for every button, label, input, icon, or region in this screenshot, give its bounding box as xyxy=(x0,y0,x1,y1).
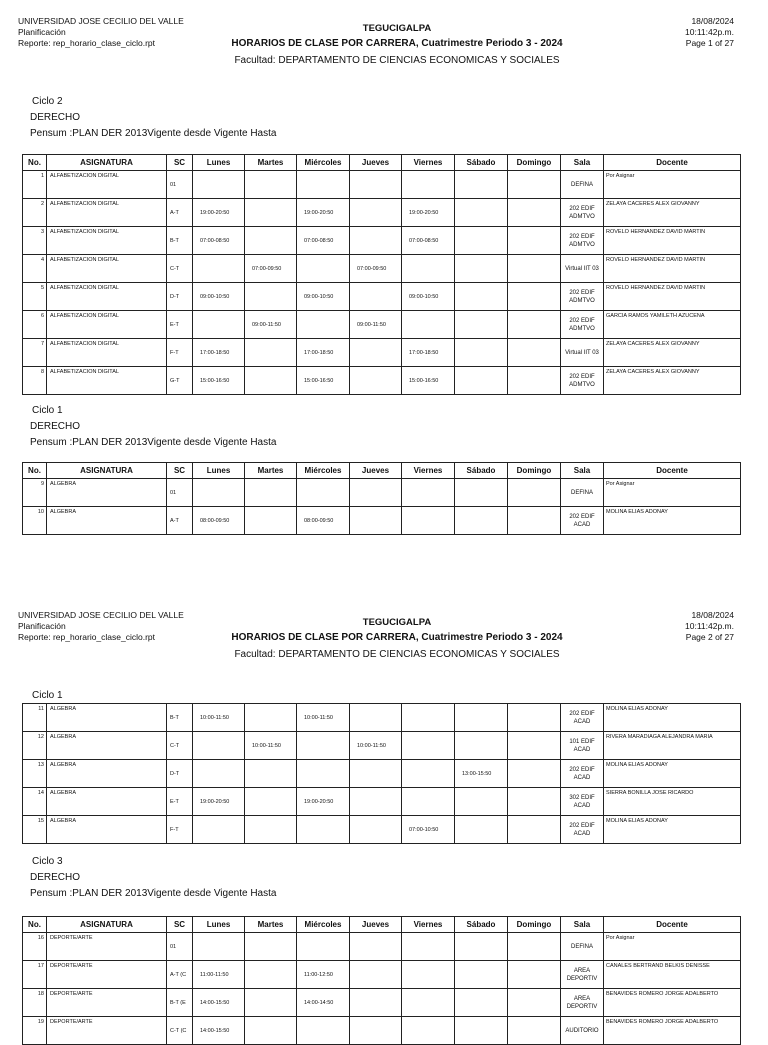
cell-no: 4 xyxy=(23,255,47,283)
university-name: UNIVERSIDAD JOSE CECILIO DEL VALLE xyxy=(18,610,184,620)
cell-no: 2 xyxy=(23,199,47,227)
column-header-asignatura: ASIGNATURA xyxy=(47,155,167,171)
cell-sc: G-T xyxy=(167,367,193,395)
cell-domingo xyxy=(508,933,561,961)
cell-asignatura: ALGEBRA xyxy=(47,479,167,507)
cell-asignatura: ALFABETIZACION DIGITAL xyxy=(47,367,167,395)
cell-sabado xyxy=(455,732,508,760)
cell-miercoles: 19:00-20:50 xyxy=(297,788,350,816)
cell-sala: 202 EDIF ADMTVO xyxy=(561,227,604,255)
table-row xyxy=(23,816,741,844)
cell-docente: MOLINA ELIAS ADONAY xyxy=(604,816,741,844)
cell-miercoles xyxy=(297,732,350,760)
cell-viernes xyxy=(402,788,455,816)
cell-sala: DEFINA xyxy=(561,171,604,199)
table-row xyxy=(23,760,741,788)
cell-miercoles: 08:00-09:50 xyxy=(297,507,350,535)
cell-no: 16 xyxy=(23,933,47,961)
cell-viernes xyxy=(402,1017,455,1045)
cell-asignatura: ALFABETIZACION DIGITAL xyxy=(47,227,167,255)
table-row xyxy=(23,933,741,961)
cell-sala: 202 EDIF ACAD xyxy=(561,704,604,732)
cell-no: 11 xyxy=(23,704,47,732)
column-header-asignatura: ASIGNATURA xyxy=(47,463,167,479)
table-row xyxy=(23,989,741,1017)
cell-miercoles xyxy=(297,1017,350,1045)
report-date: 18/08/2024 xyxy=(691,16,734,26)
cell-sc: A-T (C xyxy=(167,961,193,989)
cell-asignatura: ALGEBRA xyxy=(47,732,167,760)
cell-jueves xyxy=(350,989,402,1017)
cell-domingo xyxy=(508,788,561,816)
column-header-sabado: Sábado xyxy=(455,155,508,171)
cell-sala: Virtual IIT 03 xyxy=(561,255,604,283)
cell-sala: AREA DEPORTIV xyxy=(561,989,604,1017)
cell-miercoles: 07:00-08:50 xyxy=(297,227,350,255)
carrera-label: DERECHO xyxy=(30,112,81,123)
cell-sc: 01 xyxy=(167,479,193,507)
column-header-no: No. xyxy=(23,917,47,933)
cell-sabado xyxy=(455,933,508,961)
pensum-label: Pensum :PLAN DER 2013Vigente desde Vigente Hasta xyxy=(30,128,277,139)
pensum-label: Pensum :PLAN DER 2013Vigente desde Vigente Hasta xyxy=(30,437,277,448)
column-header-miercoles: Miércoles xyxy=(297,917,350,933)
cell-viernes: 09:00-10:50 xyxy=(402,283,455,311)
cell-docente: ZELAYA CACERES ALEX GIOVANNY xyxy=(604,339,741,367)
cell-lunes xyxy=(193,933,245,961)
cell-viernes xyxy=(402,989,455,1017)
cell-lunes xyxy=(193,732,245,760)
section-heading xyxy=(30,688,63,704)
column-header-lunes: Lunes xyxy=(193,917,245,933)
cell-martes: 07:00-09:50 xyxy=(245,255,297,283)
column-header-jueves: Jueves xyxy=(350,155,402,171)
pensum-label: Pensum :PLAN DER 2013Vigente desde Vigente Hasta xyxy=(30,888,277,899)
cell-docente: ROVELO HERNANDEZ DAVID MARTIN xyxy=(604,283,741,311)
cell-docente: MOLINA ELIAS ADONAY xyxy=(604,704,741,732)
cell-sc: B-T (E xyxy=(167,989,193,1017)
cell-sc: E-T xyxy=(167,788,193,816)
cell-sabado: 13:00-15:50 xyxy=(455,760,508,788)
column-header-jueves: Jueves xyxy=(350,463,402,479)
cell-docente: Por Asignar xyxy=(604,479,741,507)
cell-viernes xyxy=(402,961,455,989)
section-heading xyxy=(30,854,276,902)
cell-viernes xyxy=(402,732,455,760)
column-header-sc: SC xyxy=(167,155,193,171)
cell-asignatura: ALFABETIZACION DIGITAL xyxy=(47,311,167,339)
cell-sala: AREA DEPORTIV xyxy=(561,961,604,989)
column-header-viernes: Viernes xyxy=(402,155,455,171)
table-header-row xyxy=(23,917,741,933)
cell-docente: CANALES BERTRAND BELKIS DENISSE xyxy=(604,961,741,989)
cell-domingo xyxy=(508,760,561,788)
cell-viernes: 07:00-08:50 xyxy=(402,227,455,255)
page-number: Page 2 of 27 xyxy=(685,632,734,642)
column-header-lunes: Lunes xyxy=(193,155,245,171)
cell-sabado xyxy=(455,788,508,816)
cell-martes xyxy=(245,961,297,989)
cell-sc: E-T xyxy=(167,311,193,339)
cell-lunes: 15:00-16:50 xyxy=(193,367,245,395)
column-header-sala: Sala xyxy=(561,463,604,479)
cell-asignatura: ALFABETIZACION DIGITAL xyxy=(47,283,167,311)
cell-asignatura: DEPORTE/ARTE xyxy=(47,961,167,989)
cell-docente: MOLINA ELIAS ADONAY xyxy=(604,507,741,535)
column-header-lunes: Lunes xyxy=(193,463,245,479)
column-header-sc: SC xyxy=(167,917,193,933)
cell-no: 9 xyxy=(23,479,47,507)
report-time: 10:11:42p.m. xyxy=(685,27,734,37)
cell-sabado xyxy=(455,961,508,989)
department-name: Planificación xyxy=(18,27,66,37)
cell-docente: Por Asignar xyxy=(604,933,741,961)
cell-sc: D-T xyxy=(167,760,193,788)
city: TEGUCIGALPA xyxy=(362,23,432,34)
cell-no: 1 xyxy=(23,171,47,199)
column-header-sabado: Sábado xyxy=(455,463,508,479)
cell-lunes: 09:00-10:50 xyxy=(193,283,245,311)
cell-asignatura: ALFABETIZACION DIGITAL xyxy=(47,199,167,227)
faculty: Facultad: DEPARTAMENTO DE CIENCIAS ECONOMICAS Y SOCIALES xyxy=(234,55,560,66)
cell-jueves: 09:00-11:50 xyxy=(350,311,402,339)
cell-docente: RIVERA MARADIAGA ALEJANDRA MARIA xyxy=(604,732,741,760)
cell-asignatura: DEPORTE/ARTE xyxy=(47,989,167,1017)
cell-asignatura: ALGEBRA xyxy=(47,816,167,844)
cell-miercoles xyxy=(297,760,350,788)
cell-miercoles: 10:00-11:50 xyxy=(297,704,350,732)
cell-sala: Virtual IIT 03 xyxy=(561,339,604,367)
column-header-docente: Docente xyxy=(604,155,741,171)
column-header-viernes: Viernes xyxy=(402,463,455,479)
table-row xyxy=(23,732,741,760)
cell-martes xyxy=(245,816,297,844)
column-header-sala: Sala xyxy=(561,917,604,933)
carrera-label: DERECHO xyxy=(30,421,81,432)
cell-sala: 202 EDIF ADMTVO xyxy=(561,311,604,339)
page-number: Page 1 of 27 xyxy=(685,38,734,48)
faculty: Facultad: DEPARTAMENTO DE CIENCIAS ECONOMICAS Y SOCIALES xyxy=(234,649,560,660)
header-center xyxy=(0,616,768,663)
cell-sala: 101 EDIF ACAD xyxy=(561,732,604,760)
department-name: Planificación xyxy=(18,621,66,631)
column-header-sc: SC xyxy=(167,463,193,479)
cell-martes xyxy=(245,989,297,1017)
cell-jueves: 07:00-09:50 xyxy=(350,255,402,283)
cell-sc: 01 xyxy=(167,171,193,199)
cell-sala: 202 EDIF ADMTVO xyxy=(561,367,604,395)
cell-domingo xyxy=(508,1017,561,1045)
schedule-table xyxy=(22,916,741,1045)
cell-asignatura: ALFABETIZACION DIGITAL xyxy=(47,255,167,283)
cell-miercoles: 15:00-16:50 xyxy=(297,367,350,395)
cell-viernes: 15:00-16:50 xyxy=(402,367,455,395)
column-header-asignatura: ASIGNATURA xyxy=(47,917,167,933)
cell-no: 10 xyxy=(23,507,47,535)
cell-martes xyxy=(245,704,297,732)
cell-asignatura: ALGEBRA xyxy=(47,760,167,788)
cell-docente: SIERRA BONILLA JOSE RICARDO xyxy=(604,788,741,816)
cell-miercoles: 14:00-14:50 xyxy=(297,989,350,1017)
cell-sc: F-T xyxy=(167,339,193,367)
cell-sc: A-T xyxy=(167,199,193,227)
report-title: HORARIOS DE CLASE POR CARRERA, Cuatrimestre Periodo 3 - 2024 xyxy=(231,632,563,643)
cell-no: 12 xyxy=(23,732,47,760)
cell-jueves xyxy=(350,933,402,961)
cell-docente: Por Asignar xyxy=(604,171,741,199)
cell-sc: 01 xyxy=(167,933,193,961)
cell-no: 5 xyxy=(23,283,47,311)
cell-lunes: 14:00-15:50 xyxy=(193,1017,245,1045)
cell-no: 3 xyxy=(23,227,47,255)
cell-docente: BENAVIDES ROMERO JORGE ADALBERTO xyxy=(604,1017,741,1045)
cell-jueves xyxy=(350,1017,402,1045)
cell-sc: F-T xyxy=(167,816,193,844)
cell-viernes: 19:00-20:50 xyxy=(402,199,455,227)
column-header-docente: Docente xyxy=(604,463,741,479)
cell-jueves: 10:00-11:50 xyxy=(350,732,402,760)
table-row xyxy=(23,704,741,732)
cell-domingo xyxy=(508,961,561,989)
column-header-domingo: Domingo xyxy=(508,463,561,479)
cell-no: 15 xyxy=(23,816,47,844)
cell-sala: 202 EDIF ACAD xyxy=(561,507,604,535)
table-row xyxy=(23,1017,741,1045)
column-header-miercoles: Miércoles xyxy=(297,463,350,479)
cell-miercoles xyxy=(297,816,350,844)
report-title: HORARIOS DE CLASE POR CARRERA, Cuatrimestre Periodo 3 - 2024 xyxy=(231,38,563,49)
report-date: 18/08/2024 xyxy=(691,610,734,620)
cell-sala: 202 EDIF ADMTVO xyxy=(561,199,604,227)
cell-docente: ZELAYA CACERES ALEX GIOVANNY xyxy=(604,199,741,227)
report-name: Reporte: rep_horario_clase_ciclo.rpt xyxy=(18,38,156,48)
cell-martes: 09:00-11:50 xyxy=(245,311,297,339)
cell-martes xyxy=(245,1017,297,1045)
column-header-no: No. xyxy=(23,155,47,171)
cell-no: 13 xyxy=(23,760,47,788)
column-header-miercoles: Miércoles xyxy=(297,155,350,171)
cell-lunes: 19:00-20:50 xyxy=(193,199,245,227)
university-name: UNIVERSIDAD JOSE CECILIO DEL VALLE xyxy=(18,16,184,26)
cell-sala: DEFINA xyxy=(561,479,604,507)
cell-sala: AUDITORIO xyxy=(561,1017,604,1045)
cell-asignatura: ALFABETIZACION DIGITAL xyxy=(47,171,167,199)
cell-miercoles: 19:00-20:50 xyxy=(297,199,350,227)
cell-miercoles: 09:00-10:50 xyxy=(297,283,350,311)
cell-miercoles: 11:00-12:50 xyxy=(297,961,350,989)
ciclo-label: Ciclo 2 xyxy=(32,96,63,107)
ciclo-label: Ciclo 1 xyxy=(32,690,63,701)
cell-docente: ROVELO HERNANDEZ DAVID MARTIN xyxy=(604,227,741,255)
cell-miercoles xyxy=(297,933,350,961)
cell-sala: DEFINA xyxy=(561,933,604,961)
cell-sc: B-T xyxy=(167,704,193,732)
cell-jueves xyxy=(350,704,402,732)
cell-lunes: 08:00-09:50 xyxy=(193,507,245,535)
cell-no: 14 xyxy=(23,788,47,816)
cell-no: 18 xyxy=(23,989,47,1017)
cell-docente: ROVELO HERNANDEZ DAVID MARTIN xyxy=(604,255,741,283)
cell-sc: B-T xyxy=(167,227,193,255)
cell-lunes: 17:00-18:50 xyxy=(193,339,245,367)
cell-martes xyxy=(245,933,297,961)
cell-viernes xyxy=(402,933,455,961)
cell-sabado xyxy=(455,704,508,732)
cell-asignatura: DEPORTE/ARTE xyxy=(47,1017,167,1045)
cell-sala: 202 EDIF ACAD xyxy=(561,760,604,788)
header-right xyxy=(685,610,734,643)
cell-martes: 10:00-11:50 xyxy=(245,732,297,760)
column-header-sala: Sala xyxy=(561,155,604,171)
cell-sc: C-T (C xyxy=(167,1017,193,1045)
cell-jueves xyxy=(350,760,402,788)
cell-asignatura: DEPORTE/ARTE xyxy=(47,933,167,961)
cell-sala: 202 EDIF ACAD xyxy=(561,816,604,844)
cell-sabado xyxy=(455,816,508,844)
cell-jueves xyxy=(350,961,402,989)
cell-lunes xyxy=(193,816,245,844)
cell-martes xyxy=(245,760,297,788)
cell-sala: 202 EDIF ADMTVO xyxy=(561,283,604,311)
cell-viernes xyxy=(402,760,455,788)
cell-viernes: 07:00-10:50 xyxy=(402,816,455,844)
table-row xyxy=(23,788,741,816)
cell-viernes: 17:00-18:50 xyxy=(402,339,455,367)
cell-asignatura: ALGEBRA xyxy=(47,788,167,816)
cell-miercoles: 17:00-18:50 xyxy=(297,339,350,367)
column-header-sabado: Sábado xyxy=(455,917,508,933)
cell-lunes: 07:00-08:50 xyxy=(193,227,245,255)
cell-lunes: 10:00-11:50 xyxy=(193,704,245,732)
cell-viernes xyxy=(402,704,455,732)
report-name: Reporte: rep_horario_clase_ciclo.rpt xyxy=(18,632,156,642)
report-time: 10:11:42p.m. xyxy=(685,621,734,631)
column-header-docente: Docente xyxy=(604,917,741,933)
column-header-martes: Martes xyxy=(245,917,297,933)
column-header-martes: Martes xyxy=(245,463,297,479)
cell-sc: C-T xyxy=(167,255,193,283)
city: TEGUCIGALPA xyxy=(362,617,432,628)
column-header-domingo: Domingo xyxy=(508,917,561,933)
ciclo-label: Ciclo 1 xyxy=(32,405,63,416)
cell-sala: 302 EDIF ACAD xyxy=(561,788,604,816)
cell-lunes: 19:00-20:50 xyxy=(193,788,245,816)
cell-asignatura: ALGEBRA xyxy=(47,507,167,535)
column-header-domingo: Domingo xyxy=(508,155,561,171)
cell-no: 17 xyxy=(23,961,47,989)
cell-docente: BENAVIDES ROMERO JORGE ADALBERTO xyxy=(604,989,741,1017)
table-row xyxy=(23,961,741,989)
cell-sc: D-T xyxy=(167,283,193,311)
cell-martes xyxy=(245,788,297,816)
cell-asignatura: ALFABETIZACION DIGITAL xyxy=(47,339,167,367)
cell-domingo xyxy=(508,816,561,844)
cell-lunes: 11:00-11:50 xyxy=(193,961,245,989)
cell-domingo xyxy=(508,989,561,1017)
cell-asignatura: ALGEBRA xyxy=(47,704,167,732)
column-header-no: No. xyxy=(23,463,47,479)
cell-jueves xyxy=(350,788,402,816)
cell-domingo xyxy=(508,732,561,760)
ciclo-label: Ciclo 3 xyxy=(32,856,63,867)
cell-sc: A-T xyxy=(167,507,193,535)
cell-domingo xyxy=(508,704,561,732)
column-header-viernes: Viernes xyxy=(402,917,455,933)
column-header-martes: Martes xyxy=(245,155,297,171)
cell-no: 6 xyxy=(23,311,47,339)
cell-sabado xyxy=(455,989,508,1017)
cell-jueves xyxy=(350,816,402,844)
column-header-jueves: Jueves xyxy=(350,917,402,933)
cell-lunes: 14:00-15:50 xyxy=(193,989,245,1017)
cell-no: 8 xyxy=(23,367,47,395)
cell-docente: GARCIA RAMOS YAMILETH AZUCENA xyxy=(604,311,741,339)
cell-docente: ZELAYA CACERES ALEX GIOVANNY xyxy=(604,367,741,395)
cell-no: 19 xyxy=(23,1017,47,1045)
cell-sabado xyxy=(455,1017,508,1045)
carrera-label: DERECHO xyxy=(30,872,81,883)
cell-docente: MOLINA ELIAS ADONAY xyxy=(604,760,741,788)
cell-no: 7 xyxy=(23,339,47,367)
schedule-table xyxy=(22,703,741,844)
cell-sc: C-T xyxy=(167,732,193,760)
cell-lunes xyxy=(193,760,245,788)
